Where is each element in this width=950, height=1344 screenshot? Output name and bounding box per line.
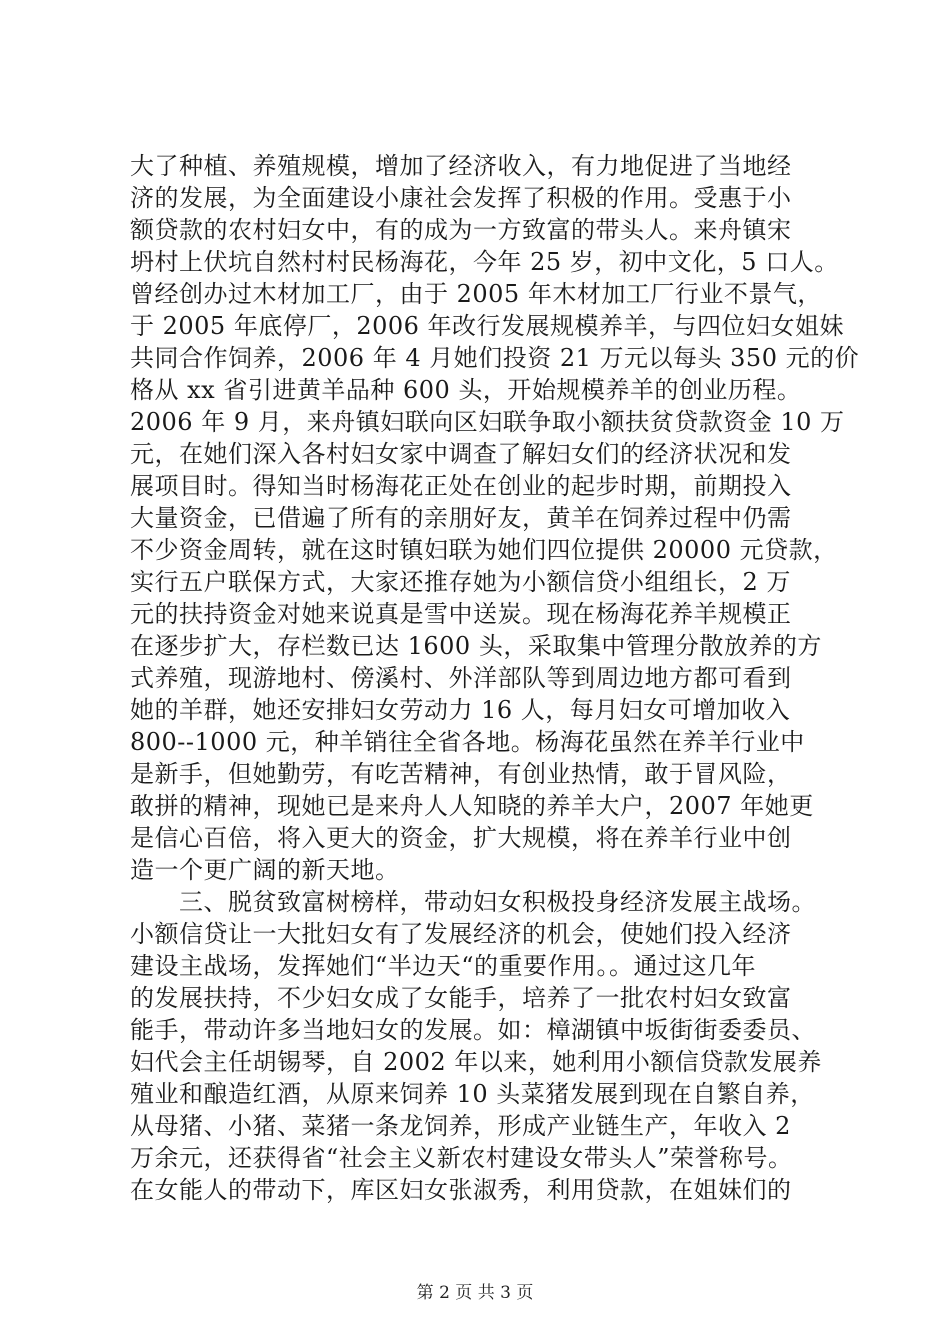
body-text: [130, 150, 860, 1206]
text-line: 万余元，还获得省“社会主义新农村建设女带头人”荣誉称号。: [130, 1144, 793, 1172]
text-line: 元，在她们深入各村妇女家中调查了解妇女们的经济状况和发: [130, 440, 792, 468]
text-line: 她的羊群，她还安排妇女劳动力 16 人，每月妇女可增加收入: [130, 696, 791, 724]
page-number-label: 第 2 页 共 3 页: [416, 1283, 534, 1303]
text-line: 大了种植、养殖规模，增加了经济收入，有力地促进了当地经: [130, 152, 792, 180]
text-line: 元的扶持资金对她来说真是雪中送炭。现在杨海花养羊规模正: [130, 600, 792, 628]
text-line: 不少资金周转，就在这时镇妇联为她们四位提供 20000 元贷款，: [130, 536, 838, 564]
page-footer: [0, 1278, 950, 1303]
text-line: 曾经创办过木材加工厂，由于 2005 年木材加工厂行业不景气，: [130, 280, 822, 308]
text-line: 实行五户联保方式，大家还推存她为小额信贷小组组长，2 万: [130, 568, 791, 596]
text-line: 格从 xx 省引进黄羊品种 600 头，开始规模养羊的创业历程。: [130, 376, 802, 404]
text-line: 展项目时。得知当时杨海花正处在创业的起步时期，前期投入: [130, 472, 792, 500]
text-line: 坍村上伏坑自然村村民杨海花，今年 25 岁，初中文化，5 口人。: [130, 248, 839, 276]
text-line: 大量资金，已借遍了所有的亲朋好友，黄羊在饲养过程中仍需: [130, 504, 792, 532]
text-line: 济的发展，为全面建设小康社会发挥了积极的作用。受惠于小: [130, 184, 792, 212]
text-line: 在逐步扩大，存栏数已达 1600 头，采取集中管理分散放养的方: [130, 632, 822, 660]
text-line: 造一个更广阔的新天地。: [130, 856, 400, 884]
text-line: 800--1000 元，种羊销往全省各地。杨海花虽然在养羊行业中: [130, 728, 805, 756]
text-line: 是新手，但她勤劳，有吃苦精神，有创业热情，敢于冒风险，: [130, 760, 792, 788]
text-line: 妇代会主任胡锡琴，自 2002 年以来，她利用小额信贷款发展养: [130, 1048, 822, 1076]
text-line: 三、脱贫致富树榜样，带动妇女积极投身经济发展主战场。: [130, 888, 816, 916]
text-line: 建设主战场，发挥她们“半边天“的重要作用。。通过这几年: [130, 952, 757, 980]
text-line: 在女能人的带动下，库区妇女张淑秀，利用贷款，在姐妹们的: [130, 1176, 792, 1204]
text-line: 式养殖，现游地村、傍溪村、外洋部队等到周边地方都可看到: [130, 664, 792, 692]
text-line: 从母猪、小猪、菜猪一条龙饲养，形成产业链生产，年收入 2: [130, 1112, 791, 1140]
text-line: 敢拼的精神，现她已是来舟人人知晓的养羊大户，2007 年她更: [130, 792, 814, 820]
text-line: 额贷款的农村妇女中，有的成为一方致富的带头人。来舟镇宋: [130, 216, 792, 244]
text-line: 是信心百倍，将入更大的资金，扩大规模，将在养羊行业中创: [130, 824, 792, 852]
text-line: 2006 年 9 月，来舟镇妇联向区妇联争取小额扶贫贷款资金 10 万: [130, 408, 845, 436]
text-line: 的发展扶持，不少妇女成了女能手，培养了一批农村妇女致富: [130, 984, 792, 1012]
text-line: 于 2005 年底停厂，2006 年改行发展规模养羊，与四位妇女姐妹: [130, 312, 845, 340]
text-line: 小额信贷让一大批妇女有了发展经济的机会，使她们投入经济: [130, 920, 792, 948]
text-line: 能手，带动许多当地妇女的发展。如：樟湖镇中坂街街委委员、: [130, 1016, 816, 1044]
text-line: 殖业和酿造红酒，从原来饲养 10 头菜猪发展到现在自繁自养，: [130, 1080, 815, 1108]
text-line: 共同合作饲养，2006 年 4 月她们投资 21 万元以每头 350 元的价: [130, 344, 860, 372]
